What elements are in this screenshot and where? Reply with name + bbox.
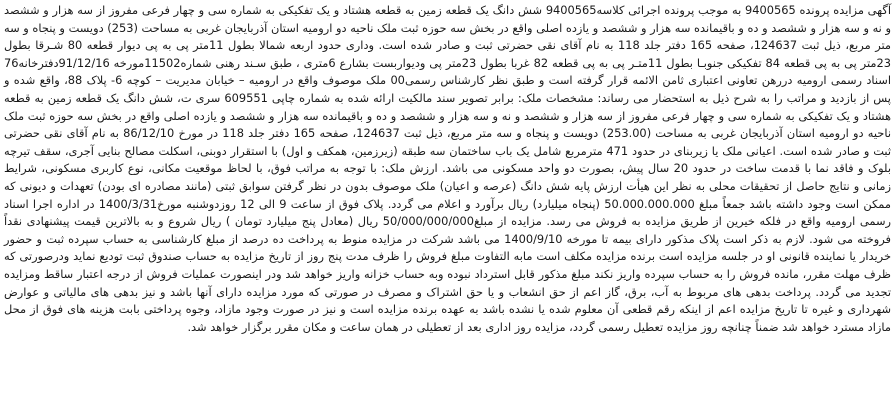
notice-body-text: آگهی مزایده پرونده 9400565 به موجب پرونده اجرائی کلاسه9400565 شش دانگ یک قطعه زمین به قطعه هشتاد و یک تفکیکی به شماره سی و چهار فرعی مفروز از سه هزار و ششصد و نه و سه هزار و ششصد و ده و باقیمانده سه هزار و ششصد و یازده اصلی واقع در بخش سه حوزه ثبت ملک ناحیه دو ارومیه استان آذربایجان غربی به مساحت (253) دویست و پنجاه و سه متر مربع، ذیل ثبت 124637، صفحه 165 دفتر جلد 118 به نام آقای نقی حضرتی ثبت و صادر شده است. وداری حدود اربعه شمالا بطول 11متر پی به پی دیوار قطعه 80 شـرقا بطول 23متر پی به پی قطعه 84 تفکیکی جنوبـا بطول 11متـر پی به پی قطعه 82 غربا بطول 23متر پی ودیواربست بشارع 6متری ، طبق سـند رهنی شماره11502مورخه 91/12/16دفترخانه76 اسناد رسمی ارومیه دررهن تعاونی اعتباری ثامن الائمه قرار گرفته است و طبق نظر کارشناس رسمی00 ملک موصوف واقع در ارومیه – خیابان مدیریت – کوچه 6- پلاک 88، واقع شده و پس از بازدید و مراتب را به شرح ذیل به استحضار می رساند: مشخصات ملک: برابر تصویر سند مالکیت ارائه شده به شماره چاپی 609551 سری ت، شش دانگ یک قطعه زمین به قطعه هشتاد و یک تفکیکی به شماره سی و چهار فرعی مفروز از سه هزار و ششصد و نه و سه هزار و ششصد و ده و باقیمانده سه هزار و ششصد و یازده اصلی واقع در بخش سه حوزه ثبت ملک ناحیه دو ارومیه استان آذربایجان غربی به مساحت (253.00) دویست و پنجاه و سه متر مربع، ذیل ثبت 124637، صفحه 165 دفتر جلد 118 در مورخ 86/12/10 به نام آقای نقی حضرتی ثبت و صادر شده است. اعیانی ملک یا زیربنای در حدود 471 مترمربع شامل یک باب ساختمان سه طبقه (زیرزمین، همکف و اول) با استقرار دوبنی، اسکلت مصالح بنایی آجری، سقف تیرچه بلوک و فاقد نما با قدمت ساخت در حدود 20 سال پیش، بصورت دو واحد مسکونی می باشد. ارزش ملک: با توجه به مراتب فوق، با لحاظ موقعیت مکانی، نوع کاربری مسکونی، شرایط زمانی و نتایج حاصل از تحقیقات محلی به نظر این هیأت ارزش پایه شش دانگ (عرصه و اعیان) ملک موصوف بدون در نظر گرفتن سوابق ثبتی (مانند مصادره اى بودن) تعهدات و دیونی که ممکن است وجود داشته باشد جمعاً مبلغ 50.000.000.000 (پنجاه میلیارد) ریال برآورد و اعلام می گردد. پلاک فوق از ساعت 9 الی 12 روزدوشنبه مورخ1400/3/31 در اداره اجرا اسناد رسمی ارومیه واقع در فلکه خیرین از طریق مزایده به فروش می رسد. مزایده از مبلغ50/000/000/000 ریال (معادل پنج میلیارد تومان ) ریال شروع و به بالاترین قیمت پیشنهادی نقداً فروخته می شود. لازم به ذکر است پلاک مذکور دارای بیمه تا مورخه 1400/9/10 می باشد شرکت در مزایده منوط به پرداخت ده درصد از مبلغ کارشناسی به حساب سپرده ثبت و حضور خریدار یا نماینده قانونی او در جلسه مزایده است برنده مزایده مکلف است مابه التفاوت مبلغ فروش را ظرف مدت پنج روز از تاریخ مزایده به حساب صندوق ثبت تودیع نماید ودرصورتی که ظرف مهلت مقرر، مانده فروش را به حساب سپرده واریز نکند مبلغ مذکور قابل استرداد نبوده وبه حساب خزانه واریز خواهد شد ودر اینصورت عملیات فروش از درجه اعتبار ساقط ومزایده تجدید می گردد. پرداخت بدهی های مربوط به آب، برق، گاز اعم از حق انشعاب و یا حق اشتراک و مصرف در صورتی که مورد مزایده دارای آنها باشد و نیز بدهی های مالیاتی و عوارض شهرداری و غیره تا تاریخ مزایده اعم از اینکه رقم قطعی آن معلوم شده یا نشده باشد به عهده برنده مزایده است و نیز در صورت وجود مازاد، وجوه پرداختی بابت هزینه های فوق از محل مازاد مسترد خواهد شد ضمناً چنانچه روز مزایده تعطیل رسمی گردد، مزایده روز اداری بعد از تعطیلی در همان ساعت و مکان مقرر برگزار خواهد شد.	[4, 3, 892, 334]
